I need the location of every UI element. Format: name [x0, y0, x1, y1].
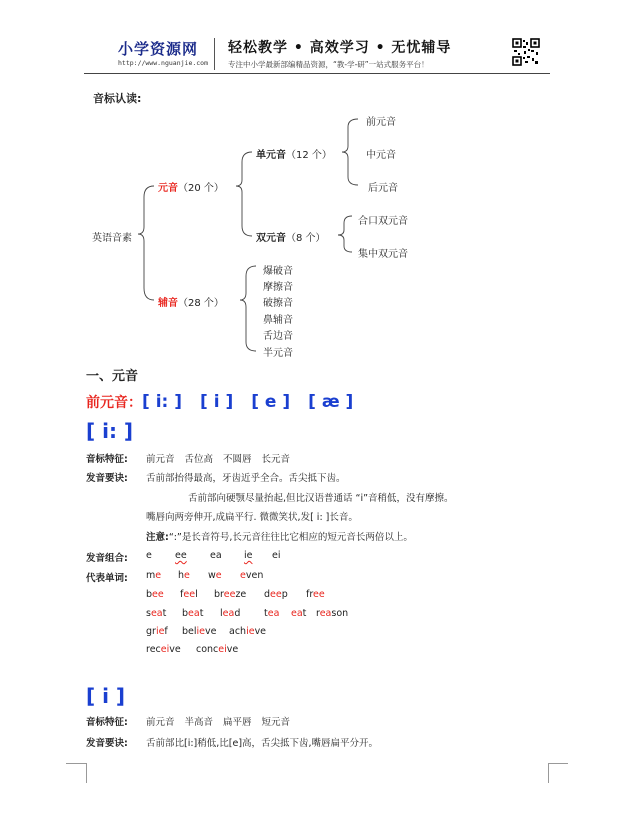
pron-line: 舌前部比[i:]稍低,比[e]高，舌尖抵下齿,嘴唇扁平分开。 — [146, 738, 379, 749]
front-label: 前元音： — [86, 395, 142, 411]
phonetic-symbol: [ æ ] — [308, 392, 354, 412]
note-line — [146, 529, 413, 543]
consonant-type: 半元音 — [263, 348, 293, 359]
combo-label: 发音组合: — [86, 553, 128, 564]
note-label: 注意: — [146, 532, 169, 543]
phonetic-symbol: [ i ] — [200, 392, 234, 412]
site-logo: 小学资源网 — [118, 40, 199, 58]
consonant-type: 破擦音 — [263, 298, 293, 309]
word-item: grief — [146, 626, 168, 637]
consonant-count: （28 个） — [178, 298, 224, 309]
words-label: 代表单词: — [86, 573, 128, 584]
pron-line: 舌前部向硬颚尽量抬起,但比汉语普通话 “i”音稍低，没有摩擦。 — [188, 493, 454, 504]
mono-type: 后元音 — [368, 183, 398, 194]
diphthong-count: （8 个） — [286, 233, 326, 244]
feature-item: 扁平唇 — [223, 717, 252, 728]
word-item: lead — [220, 608, 241, 619]
word-item: breeze — [214, 589, 247, 600]
vowel-count: （20 个） — [178, 183, 224, 194]
mono-type: 中元音 — [366, 150, 396, 161]
word-item: we — [208, 570, 222, 581]
diphthong-label: 双元音 — [256, 233, 286, 244]
word-item: tea — [264, 608, 280, 619]
word-item: free — [306, 589, 325, 600]
monophthong-label: 单元音 — [256, 150, 286, 161]
feature-item: 长元音 — [261, 454, 291, 465]
diphthong-node — [256, 229, 326, 244]
consonant-type: 摩擦音 — [263, 282, 293, 293]
diph-type: 集中双元音 — [358, 249, 408, 260]
word-item: reason — [316, 608, 349, 619]
front-vowels-row — [86, 392, 353, 412]
pron-line: 嘴唇向两旁伸开,成扁平行. 微微笑状,发[ i: ]长音。 — [146, 512, 358, 523]
tree-title: 音标认读: — [93, 92, 142, 105]
monophthong-count: （12 个） — [286, 150, 332, 161]
feature-item: 前元音 — [146, 454, 175, 465]
section-heading: 一、元音 — [86, 369, 139, 384]
consonant-type: 爆破音 — [263, 266, 293, 277]
word-item: conceive — [196, 644, 239, 655]
vowel-node — [158, 179, 224, 194]
word-item: receive — [146, 644, 181, 655]
word-item: eat — [291, 608, 307, 619]
feature-label: 音标特征: — [86, 454, 128, 465]
consonant-type: 鼻辅音 — [263, 315, 293, 326]
feature-item: 半高音 — [184, 717, 214, 728]
feature-list — [146, 451, 290, 465]
feature-list — [146, 714, 290, 728]
word-item: deep — [264, 589, 288, 600]
word-item: beat — [182, 608, 204, 619]
feature-item: 短元音 — [261, 717, 291, 728]
mono-type: 前元音 — [366, 117, 396, 128]
combo-item: ie — [244, 550, 253, 561]
site-url: http://www.nguanjie.com — [118, 59, 209, 67]
combo-item: ea — [210, 550, 222, 561]
feature-item: 舌位高 — [184, 454, 214, 465]
pron-label: 发音要诀: — [86, 738, 128, 749]
feature-item: 不圆唇 — [223, 454, 252, 465]
header-slogan: 轻松教学 • 高效学习 • 无忧辅导 — [228, 40, 452, 56]
word-item: me — [146, 570, 162, 581]
corner-mark — [86, 763, 87, 783]
word-item: he — [178, 570, 190, 581]
word-item: seat — [146, 608, 167, 619]
header-subtitle: 专注中小学最新部编精品资源，“教-学-研”一站式服务平台！ — [228, 60, 429, 69]
corner-mark — [548, 763, 549, 783]
word-item: even — [240, 570, 264, 581]
ii-long-symbol: [ i: ] — [86, 419, 134, 443]
corner-mark — [66, 763, 86, 764]
feature-item: 前元音 — [146, 717, 175, 728]
vowel-label: 元音 — [158, 183, 178, 194]
word-item: believe — [182, 626, 217, 637]
consonant-label: 辅音 — [158, 298, 178, 309]
diph-type: 合口双元音 — [358, 216, 408, 227]
combo-item: ei — [272, 550, 281, 561]
phonetic-symbol: [ e ] — [251, 392, 291, 412]
pron-label: 发音要诀: — [86, 473, 128, 484]
word-item: feel — [180, 589, 198, 600]
monophthong-node — [256, 146, 332, 161]
phonetic-symbol: [ i: ] — [142, 392, 183, 412]
corner-mark — [548, 763, 568, 764]
word-item: bee — [146, 589, 164, 600]
combo-item: e — [146, 550, 152, 561]
combo-item: ee — [175, 550, 187, 561]
feature-label: 音标特征: — [86, 717, 128, 728]
root-label: 英语音素 — [92, 233, 132, 244]
note-text: “:”是长音符号,长元音往往比它相应的短元音长两倍以上。 — [168, 532, 413, 543]
pron-line: 舌前部抬得最高，牙齿近乎全合。舌尖抵下齿。 — [146, 473, 346, 484]
consonant-node — [158, 294, 224, 309]
word-item: achieve — [229, 626, 267, 637]
consonant-type: 舌边音 — [263, 331, 293, 342]
ii-short-symbol: [ i ] — [86, 684, 126, 708]
